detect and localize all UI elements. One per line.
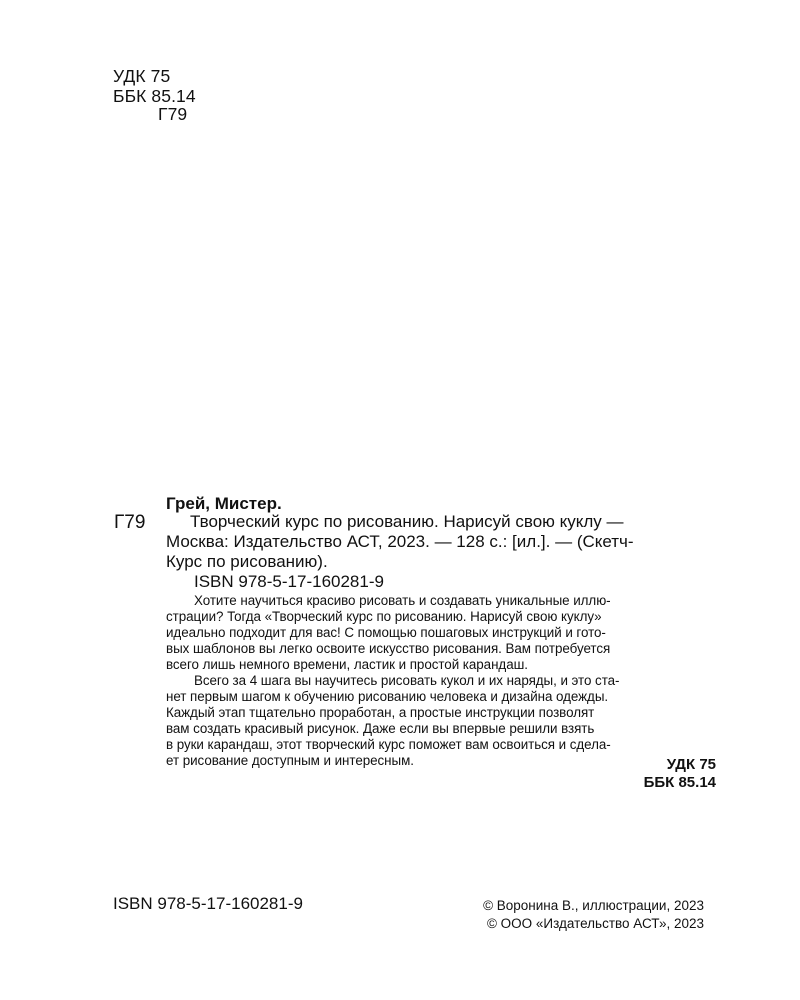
annotation-line: страции? Тогда «Творческий курс по рисованию. Нарисуй свою куклу» (166, 609, 602, 624)
annotation-line: в руки карандаш, этот творческий курс поможет вам освоиться и сдела- (166, 737, 611, 752)
author-code-card: Г79 (114, 512, 146, 533)
annotation-line: Хотите научиться красиво рисовать и создавать уникальные иллю- (194, 593, 611, 608)
annotation-line: вам создать красивый рисунок. Даже если вы впервые решили взять (166, 721, 595, 736)
bbk-code-top: ББК 85.14 (113, 86, 196, 106)
author-name: Грей, Мистер. (166, 494, 282, 513)
udk-code-top: УДК 75 (113, 66, 171, 86)
isbn-card: ISBN 978-5-17-160281-9 (194, 572, 384, 591)
udk-code-bottom: УДК 75 (666, 756, 716, 773)
copyright-publisher: © ООО «Издательство АСТ», 2023 (486, 916, 704, 931)
title-line: Творческий курс по рисованию. Нарисуй свою куклу — (190, 512, 624, 531)
annotation-line: ет рисование доступным и интересным. (166, 753, 414, 768)
bbk-code-bottom: ББК 85.14 (643, 774, 716, 791)
annotation (166, 593, 718, 769)
isbn-footer: ISBN 978-5-17-160281-9 (113, 894, 303, 913)
annotation-line: Каждый этап тщательно проработан, а простые инструкции позволят (166, 705, 595, 720)
annotation-line: нет первым шагом к обучению рисованию человека и дизайна одежды. (166, 689, 609, 704)
annotation-line: Всего за 4 шага вы научитесь рисовать кукол и их наряды, и это ста- (194, 673, 620, 688)
title-line: Москва: Издательство АСТ, 2023. — 128 с.: [ил.]. — (Скетч- (166, 532, 634, 551)
copyright-illustrations: © Воронина В., иллюстрации, 2023 (483, 898, 704, 913)
annotation-line: идеально подходит для вас! С помощью пошаговых инструкций и гото- (166, 625, 606, 640)
annotation-line: всего лишь немного времени, ластик и простой карандаш. (166, 657, 528, 672)
title-block (166, 512, 718, 572)
annotation-line: вых шаблонов вы легко освоите искусство рисования. Вам потребуется (166, 641, 611, 656)
author-code-top: Г79 (158, 104, 188, 124)
title-line: Курс по рисованию). (166, 552, 328, 571)
